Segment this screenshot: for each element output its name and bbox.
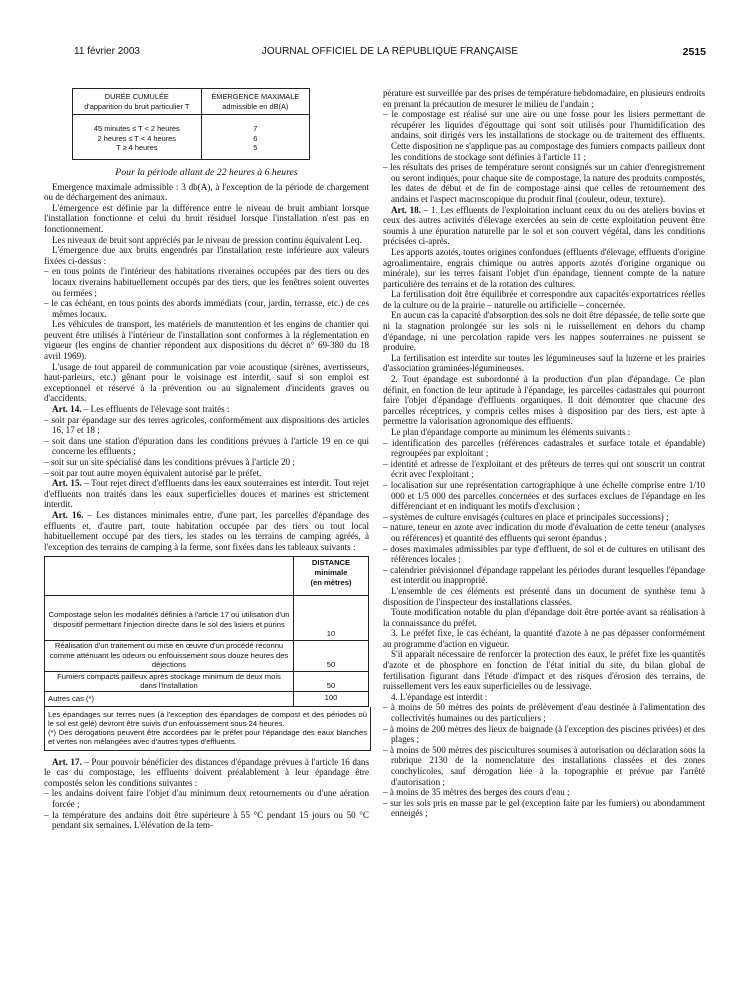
article-heading: Art. 17. bbox=[52, 756, 82, 767]
list-item: – les andains doivent faire l'objet d'au minimum deux retournements ou d'une aération forcée ; bbox=[44, 788, 369, 809]
paragraph: Toute modification notable du plan d'épandage doit être portée avant sa réalisation à la connaissance du préfet. bbox=[383, 607, 705, 628]
paragraph: La fertilisation doit être équilibrée et correspondre aux capacités exportatrices réelles de la culture ou de la prairie – naturelle ou artificielle – concernée. bbox=[383, 289, 705, 310]
article-16 bbox=[44, 510, 369, 552]
list-item: – soit sur un site spécialisé dans les conditions prévues à l'article 20 ; bbox=[44, 457, 295, 467]
paragraph: La fertilisation est interdite sur toutes les légumineuses sauf la luzerne et les prairies d'association graminées-légumineuses. bbox=[383, 352, 705, 374]
list-item: – calendrier prévisionnel d'épandage rappelant les périodes durant lesquelles l'épandage est interdit ou inapproprié. bbox=[383, 564, 705, 586]
article-heading: Art. 18. bbox=[391, 204, 421, 215]
emergence-table bbox=[72, 88, 310, 160]
list-item: – le cas échéant, en tous points des abords immédiats (cour, jardin, terrasse, etc.) de ces mêmes locaux. bbox=[44, 298, 369, 319]
paragraph: S'il apparaît nécessaire de renforcer la protection des eaux, le préfet fixe les quantités d'azote et de phosphore en fonction de l'état initial du site, du bilan global de fertilisation figurant dans l'étude d'impact et des risques d'érosion des terrains, de ruissellement vers les eaux superficielles ou de lessivage. bbox=[383, 649, 705, 692]
paragraph: Les véhicules de transport, les matériels de manutention et les engins de chantier qui peuvent être utilisés à l'intérieur de l'installation sont conformes à la réglementation en vigueur (les engins de chantier répondent aux dispositions du décret n° 69-380 du 18 avril 1969). bbox=[44, 319, 369, 362]
paragraph: Le plan d'épandage comporte au minimum les éléments suivants : bbox=[391, 427, 631, 437]
duration-cells bbox=[73, 115, 202, 160]
table-row bbox=[45, 692, 369, 707]
table-cell: 2 heures ≤ T < 4 heures bbox=[97, 133, 176, 143]
paragraph: 2. Tout épandage est subordonné à la production d'un plan d'épandage. Ce plan définit, en fonction de leur aptitude à l'épandage, les parcelles cadastrales qui pourront faire l'objet d'épandage d'effluents organiques. Il doit démontrer que chacune des parcelles réceptrices, y compris celles mises à disposition par des tiers, est apte à permettre la valorisation agronomique des effluents. bbox=[383, 374, 705, 427]
paragraph: L'ensemble de ces éléments est présenté dans un document de synthèse tenu à disposition de l'inspecteur des installations classées. bbox=[383, 585, 705, 607]
article-text: – 1. Les effluents de l'exploitation incluant ceux du ou des ateliers bovins et ceux des autres activités d'élevage exercées au sein de cette exploitation peuvent être soumis à une épuration naturelle par le sol et son couvert végétal, dans les conditions précisées ci-après. bbox=[383, 204, 705, 247]
section-heading: Pour la période allant de 22 heures à 6 heures bbox=[115, 166, 298, 178]
article-17 bbox=[44, 757, 369, 789]
note-text: Les épandages sur terres nues (à l'exception des épandages de compost et des périodes où le sol est gelé) devront être suivis d'un enfouissement sous 24 heures. bbox=[48, 709, 367, 728]
table-header-emergence: ÉMERGENCE MAXIMALE admissible en dB(A) bbox=[201, 89, 309, 115]
table-row bbox=[45, 640, 369, 671]
table-cell: 7 bbox=[253, 124, 258, 134]
table-cell: 5 bbox=[253, 143, 258, 153]
table-cell: T ≥ 4 heures bbox=[116, 143, 158, 153]
list-item: – à moins de 50 mètres des points de prélèvement d'eau destinée à l'alimentation des collectivités humaines ou des particuliers ; bbox=[383, 702, 705, 724]
table-header-duration: DURÉE CUMULÉE d'apparition du bruit particulier T bbox=[73, 89, 202, 115]
table-cell: 50 bbox=[294, 671, 369, 692]
list-item: – localisation sur une représentation cartographique à une échelle comprise entre 1/10 000 et 1/5 000 des parcelles concernées et des surfaces exclues de l'épandage en les différenciant et en indiquant les motifs d'exclusion ; bbox=[383, 479, 705, 512]
page-header bbox=[74, 46, 706, 60]
list-item: – la température des andains doit être supérieure à 55 °C pendant 15 jours ou 50 °C pendant six semaines. L'élévation de la tem- bbox=[44, 809, 369, 831]
paragraph: 4. L'épandage est interdit : bbox=[391, 691, 488, 702]
table-cell: 6 bbox=[253, 133, 258, 143]
list-item: – nature, teneur en azote avec indication du mode d'évaluation de cette teneur (analyses ou références) et quantité des effluents qui seront épandus ; bbox=[383, 522, 705, 543]
list-item: – à moins de 500 mètres des piscicultures soumises à autorisation ou déclaration sous la rubrique 2130 de la nomenclature des installations classées et des zones conchylicoles, sauf dérogation liée à la topographie et prévue par l'arrêté d'autorisation ; bbox=[383, 744, 705, 787]
table-header-distance: DISTANCE minimale (en mètres) bbox=[294, 557, 369, 596]
list-item: – en tous points de l'intérieur des habitations riveraines occupées par des tiers ou des locaux riverains habituellement occupés par des tiers, que les fenêtres soient ouvertes ou fermées ; bbox=[44, 266, 369, 298]
article-text: – Tout rejet direct d'effluents dans les eaux souterraines est interdit. Tout rejet d'effluents non traités dans les eaux superficielles douces et marines est strictement interdit. bbox=[44, 478, 369, 510]
paragraph: Emergence maximale admissible : 3 db(A), à l'exception de la période de chargement ou de déchargement des animaux. bbox=[44, 181, 369, 203]
paragraph: pérature est surveillée par des prises de température hebdomadaire, en plusieurs endroits en prenant la précaution de mesurer le milieu de l'andain ; bbox=[383, 88, 705, 109]
table-cell: 50 bbox=[294, 640, 369, 671]
list-item: – le compostage est réalisé sur une aire ou une fosse pour les lisiers permettant de récupérer les liquides d'égouttage qui sont soit utilisés pour l'humidification des andains, soit dirigés vers les installations de stockage ou de traitement des effluents. Cette disposition ne s'applique pas au compostage des fumiers compacts pailleux dont les conditions de stockage sont définies à l'article 11 ; bbox=[383, 109, 705, 162]
list-item: – à moins de 200 mètres des lieux de baignade (à l'exception des piscines privées) et des plages ; bbox=[383, 723, 705, 745]
table-cell: 100 bbox=[294, 692, 369, 707]
table-cell: 45 minutes ≤ T < 2 heures bbox=[93, 124, 180, 134]
table-note bbox=[44, 707, 371, 751]
list-item: – soit dans une station d'épuration dans les conditions prévues à l'article 19 en ce qui concerne les effluents ; bbox=[44, 435, 369, 457]
list-item: – soit par tout autre moyen équivalent autorisé par le préfet. bbox=[44, 467, 262, 478]
page-number: 2515 bbox=[682, 46, 706, 58]
table-cell: 10 bbox=[294, 596, 369, 641]
paragraph: L'émergence due aux bruits engendrés par l'installation reste inférieure aux valeurs fixées ci-dessus : bbox=[44, 245, 369, 266]
article-15 bbox=[44, 478, 369, 510]
table-cell: Réalisation d'un traitement ou mise en œuvre d'un procédé reconnu comme atténuant les odeurs ou enfouissement sous douze heures des déjections bbox=[45, 640, 294, 671]
list-item: – sur les sols pris en masse par le gel (exception faite par les fumiers) ou abondamment enneigés ; bbox=[383, 797, 705, 819]
article-14 bbox=[44, 404, 369, 415]
table-row bbox=[45, 671, 369, 692]
table-cell: Fumiers compacts pailleux après stockage minimum de deux mois dans l'installation bbox=[45, 671, 294, 692]
list-item: – les résultats des prises de température seront consignés sur un cahier d'enregistrement ou seront indiqués, pour chaque site de compostage, la nature des produits compostés, les dates de début et de fin de compostage ainsi que celles de retournement des andains et l'aspect macroscopique du produit final (couleur, odeur, texture). bbox=[383, 162, 705, 204]
list-item: – à moins de 35 mètres des berges des cours d'eau ; bbox=[383, 787, 570, 798]
note-text: (*) Des dérogations peuvent être accordées par le préfet pour l'épandage des eaux blanches et vertes non mélangées avec d'autres types d'effluents. bbox=[48, 728, 367, 747]
article-heading: Art. 15. bbox=[52, 478, 82, 489]
paragraph: L'usage de tout appareil de communication par voie acoustique (sirènes, avertisseurs, haut-parleurs, etc.) gênant pour le voisinage est interdit, sauf si son emploi est exceptionnel et réservé à la prévention ou au signalement d'incidents graves ou d'accidents. bbox=[44, 361, 369, 404]
list-item: – soit par épandage sur des terres agricoles, conformément aux dispositions des articles 16, 17 et 18 ; bbox=[44, 414, 369, 436]
distance-table bbox=[44, 556, 369, 706]
left-column bbox=[44, 88, 369, 831]
table-header-blank bbox=[45, 557, 294, 596]
article-heading: Art. 14. bbox=[52, 404, 82, 415]
article-text: – Les distances minimales entre, d'une part, les parcelles d'épandage des effluents et, d'autre part, toute habitation occupée par des tiers ou tout local habituellement occupé par des tiers, les stades ou les terrains de camping agréés, à l'exception des terrains de camping à la ferme, sont fixées dans les tableaux suivants : bbox=[44, 509, 369, 552]
table-row bbox=[45, 596, 369, 641]
article-text: – Les effluents de l'élevage sont traités : bbox=[81, 404, 230, 415]
list-item: – identification des parcelles (références cadastrales et surface totale et épandable) regroupées par exploitant ; bbox=[383, 437, 705, 459]
article-text: – Pour pouvoir bénéficier des distances d'épandage prévues à l'article 16 dans le cas du compostage, les effluents doivent préalablement à leur épandage être compostés selon les conditions suivantes : bbox=[44, 756, 369, 788]
right-column bbox=[383, 88, 705, 819]
article-18 bbox=[383, 205, 705, 247]
paragraph: 3. Le préfet fixe, le cas échéant, la quantité d'azote à ne pas dépasser conformément au programme d'action en vigueur. bbox=[383, 628, 705, 649]
issue-date: 11 février 2003 bbox=[74, 46, 140, 57]
paragraph: L'émergence est définie par la différence entre le niveau de bruit ambiant lorsque l'installation fonctionne et celui du bruit résiduel lorsque l'installation n'est pas en fonctionnement. bbox=[44, 202, 369, 234]
paragraph: Les niveaux de bruit sont appréciés par le niveau de pression continu équivalent Leq. bbox=[52, 234, 362, 245]
list-item: – identité et adresse de l'exploitant et des prêteurs de terres qui ont souscrit un contrat écrit avec l'exploitant ; bbox=[383, 458, 705, 480]
paragraph: En aucun cas la capacité d'absorption des sols ne doit être dépassée, de telle sorte que ni la stagnation prolongée sur les sols ni le ruissellement en dehors du champ d'épandage, ni une percolation rapide vers les nappes souterraines ne puissent se produire. bbox=[383, 310, 705, 353]
paragraph: Les apports azotés, toutes origines confondues (effluents d'élevage, effluents d'origine agroalimentaire, engrais chimique ou autres apports azotés d'origine organique ou minérale), sur les terres faisant l'objet d'un épandage, tiennent compte de la nature particulière des terrains et de la rotation des cultures. bbox=[383, 246, 705, 289]
list-item: – systèmes de culture envisagés (cultures en place et principales successions) ; bbox=[383, 511, 669, 522]
article-heading: Art. 16. bbox=[52, 509, 84, 520]
value-cells bbox=[201, 115, 309, 160]
table-cell: Autres cas (*) bbox=[45, 692, 294, 707]
table-cell: Compostage selon les modalités définies à l'article 17 ou utilisation d'un dispositif permettant l'injection directe dans le sol des lisiers et purins bbox=[45, 596, 294, 641]
journal-title: JOURNAL OFFICIEL DE LA RÉPUBLIQUE FRANÇAISE bbox=[261, 46, 519, 57]
list-item: – doses maximales admissibles par type d'effluent, de sol et de cultures en utilisant des références locales ; bbox=[383, 543, 705, 565]
